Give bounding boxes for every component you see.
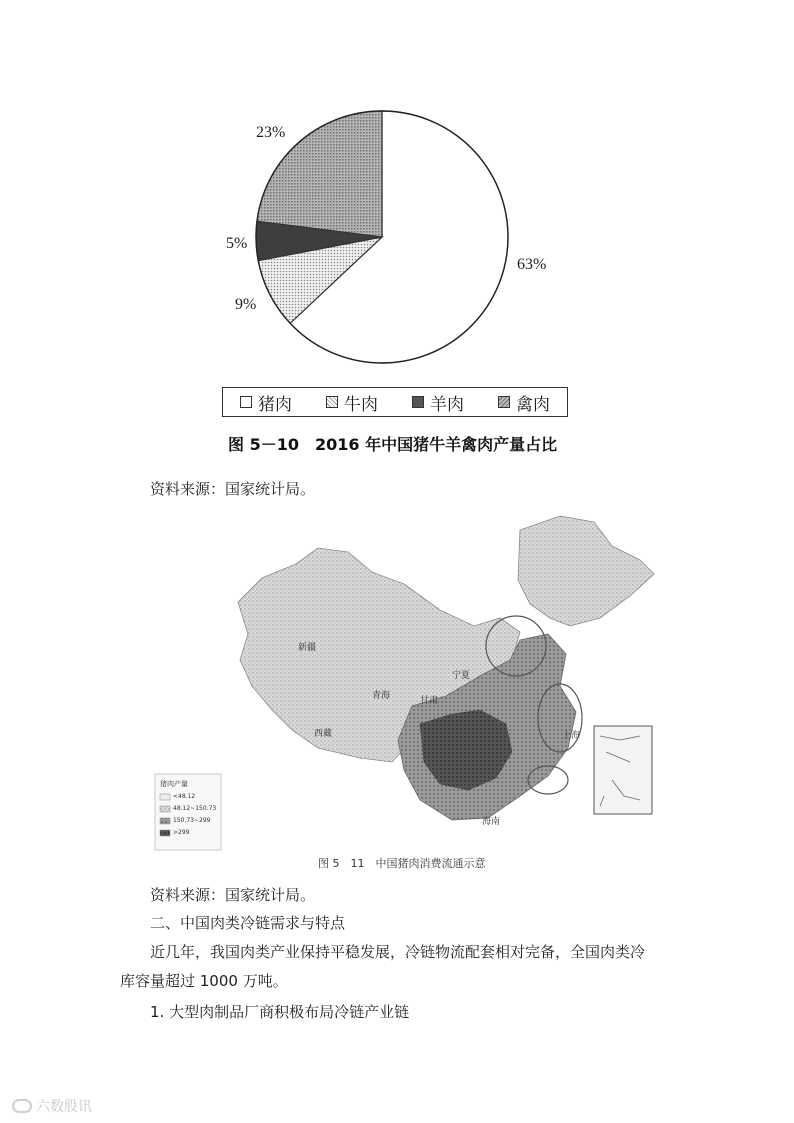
- legend-swatch-beef: [326, 396, 338, 408]
- map-label-qinghai: 青海: [372, 691, 391, 701]
- legend-swatch-pork: [240, 396, 252, 408]
- map-legend-item-1: <48.12: [173, 793, 196, 800]
- map-label-shanghai: 上海: [562, 731, 581, 741]
- map-label-xinjiang: 新疆: [298, 643, 317, 653]
- watermark: [12, 1096, 92, 1116]
- figure-1-caption: 图 5－10 2016 年中国猪牛羊禽肉产量占比: [228, 435, 558, 454]
- map-legend-item-3: 150.73~299: [173, 817, 211, 824]
- legend-item-mutton: [412, 390, 464, 415]
- paragraph-line-2: 库容量超过 1000 万吨。: [120, 972, 288, 990]
- paragraph-line-1: 近几年，我国肉类产业保持平稳发展，冷链物流配套相对完备，全国肉类冷: [150, 943, 646, 961]
- china-pork-map: [0, 500, 794, 870]
- pie-label-poultry: 23%: [256, 124, 286, 141]
- map-legend-item-4: >299: [173, 829, 190, 836]
- watermark-text: 六数股讯: [36, 1099, 92, 1115]
- figure-2-caption: 图 5 11 中国猪肉消费流通示意: [318, 857, 486, 870]
- pie-label-mutton: 5%: [226, 235, 248, 252]
- legend-item-pork: [240, 390, 292, 415]
- legend-label-pork: 猪肉: [258, 394, 292, 415]
- pie-legend: [222, 387, 568, 417]
- map-legend-title: 猪肉产量: [160, 780, 188, 788]
- map-legend-item-2: 48.12~150.73: [173, 805, 217, 812]
- legend-item-beef: [326, 390, 378, 415]
- map-label-xizang: 西藏: [314, 729, 333, 739]
- list-item-1: 1. 大型肉制品厂商积极布局冷链产业链: [150, 1003, 410, 1021]
- map-label-gansu: 甘肃: [420, 696, 439, 706]
- map-label-ningxia: 宁夏: [452, 671, 471, 681]
- map-label-hainan: 海南: [482, 817, 501, 827]
- figure-2-source: 资料来源：国家统计局。: [150, 886, 316, 904]
- legend-label-mutton: 羊肉: [430, 394, 464, 415]
- pie-label-beef: 9%: [235, 296, 257, 313]
- pie-chart: [0, 0, 794, 440]
- legend-swatch-mutton: [412, 396, 424, 408]
- section-heading: 二、中国肉类冷链需求与特点: [150, 914, 346, 932]
- legend-label-poultry: 禽肉: [516, 394, 550, 415]
- legend-label-beef: 牛肉: [344, 394, 378, 415]
- pie-label-pork: 63%: [517, 256, 547, 273]
- watermark-logo-icon: [12, 1099, 32, 1113]
- legend-swatch-poultry: [498, 396, 510, 408]
- legend-item-poultry: [498, 390, 550, 415]
- map-region-northeast: [518, 516, 654, 626]
- figure-1-source: 资料来源：国家统计局。: [150, 480, 316, 498]
